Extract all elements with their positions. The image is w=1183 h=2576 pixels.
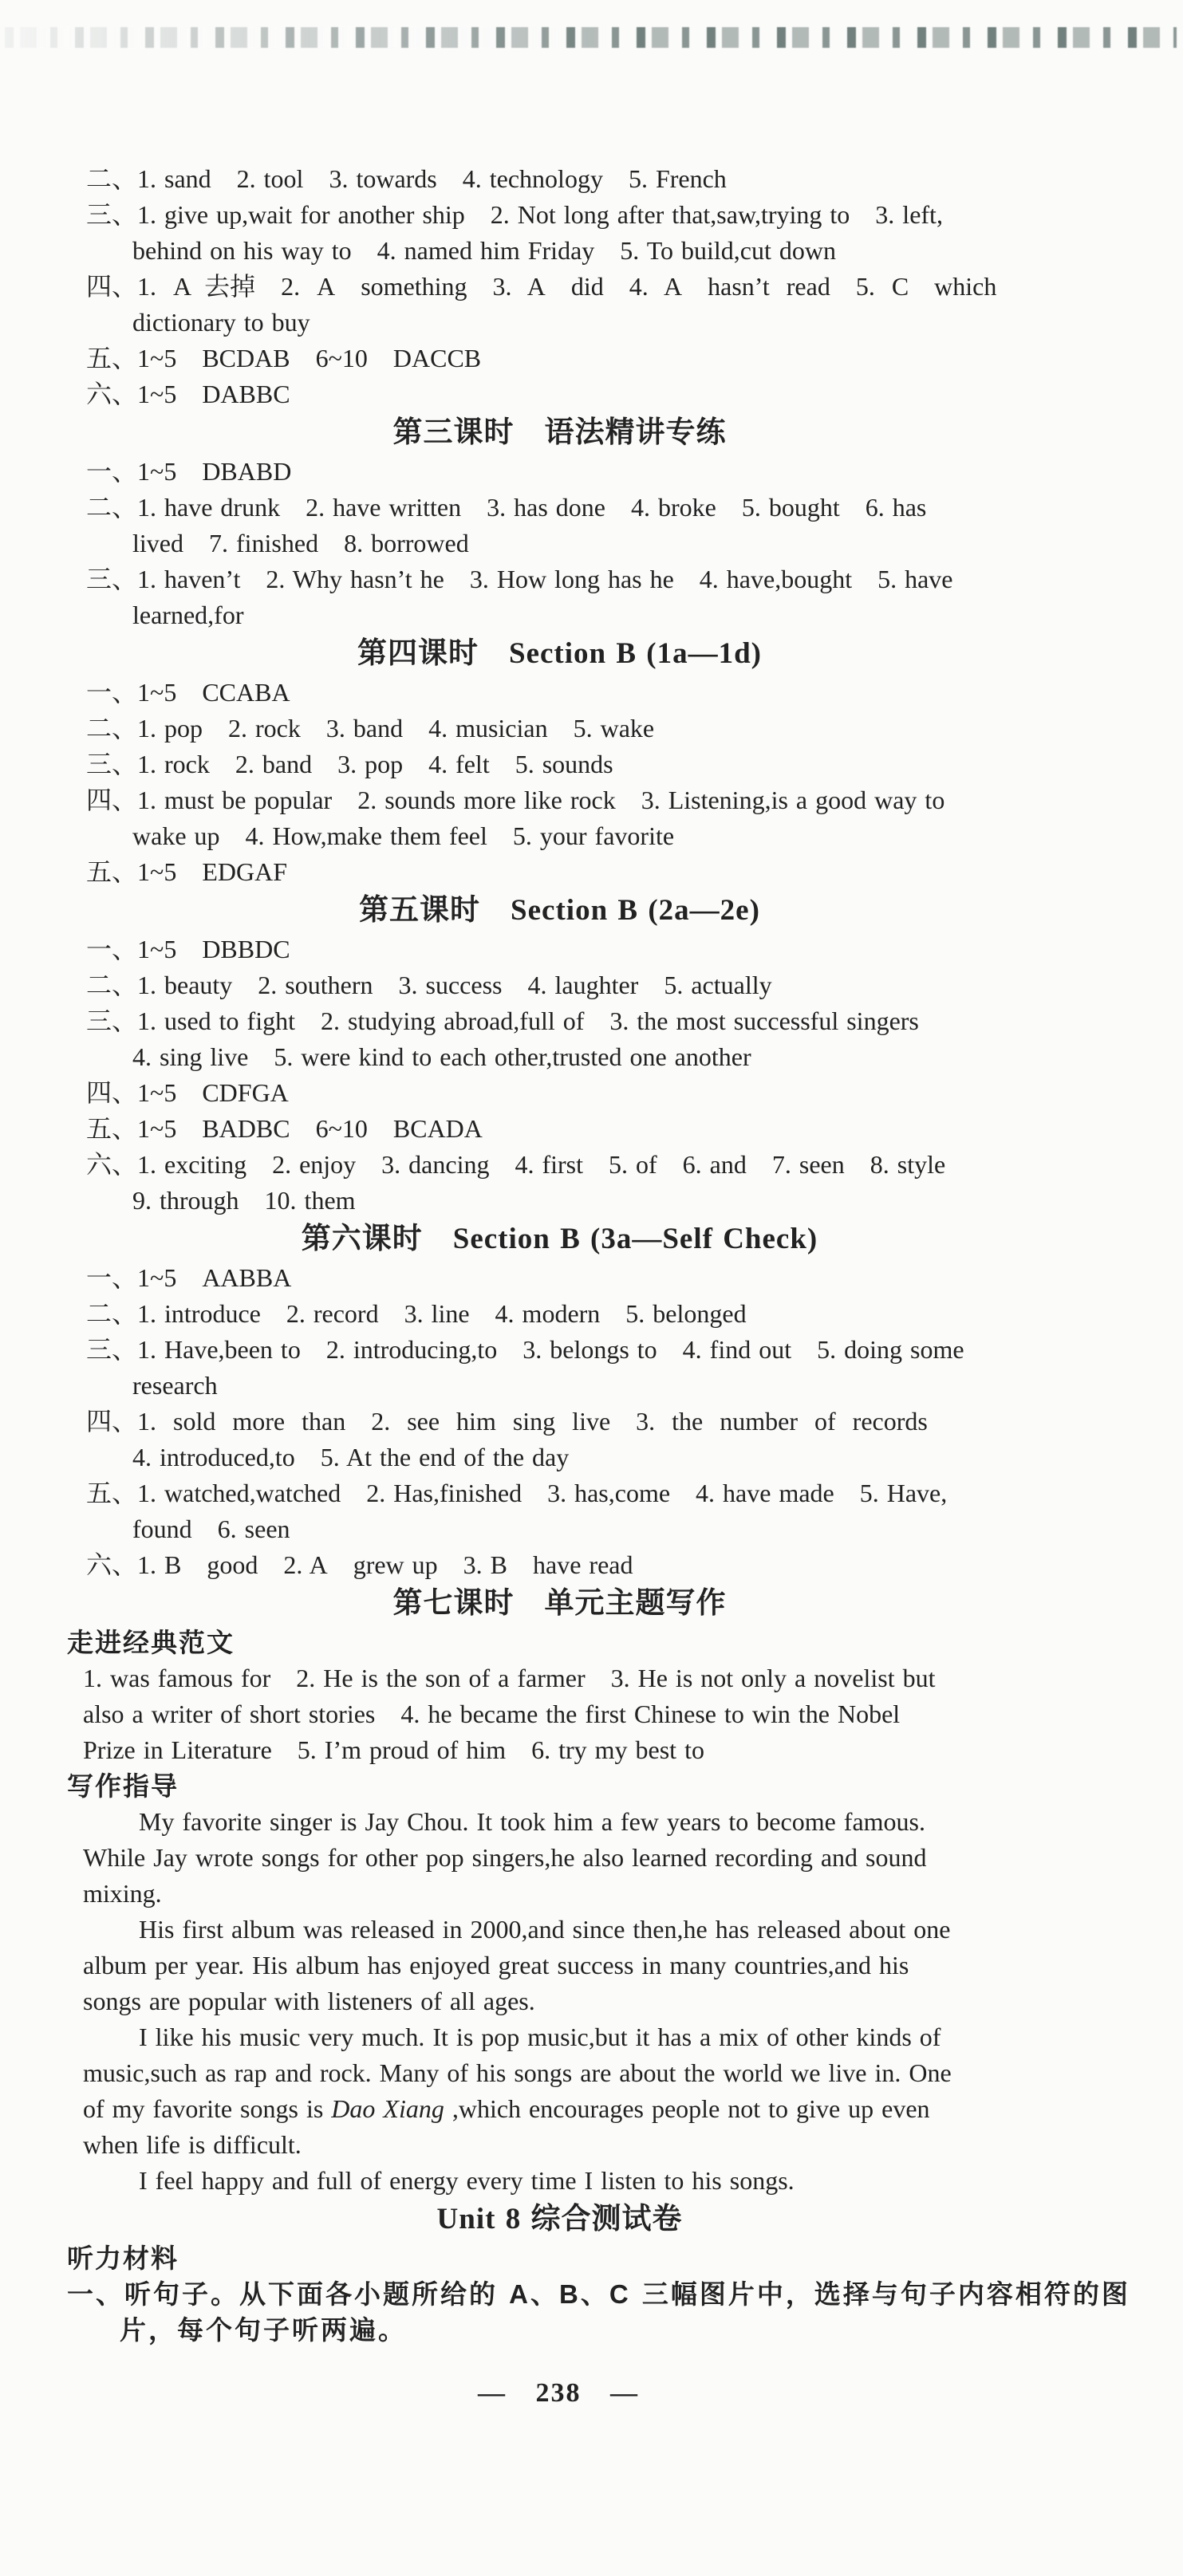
page-edge-artifact [5,27,1177,48]
text-line: 4. introduced,to 5. At the end of the day [132,1443,570,1471]
section-heading: 第七课时 单元主题写作 [392,1587,727,1620]
text-line: 四、1. must be popular 2. sounds more like rock 3. Listening,is a good way to [86,786,945,814]
section-heading: 第五课时 Section B (2a—2e) [359,894,760,927]
text-line: songs are popular with listeners of all ages. [83,1987,535,2015]
text-line: album per year. His album has enjoyed great success in many countries,and his [83,1951,909,1979]
text-line: lived 7. finished 8. borrowed [132,529,469,557]
subheading: 写作指导 [67,1771,179,1801]
text-line: 五、1. watched,watched 2. Has,finished 3. has,come 4. have made 5. Have, [86,1479,948,1507]
text-run: ,which encourages people not to give up even [444,2094,930,2123]
text-line: behind on his way to 4. named him Friday 5. To build,cut down [132,236,836,265]
text-line: 三、1. haven’t 2. Why hasn’t he 3. How long has he 4. have,bought 5. have [86,565,953,593]
text-line: 六、1~5 DABBC [86,380,290,408]
text-line: 六、1. B good 2. A grew up 3. B have read [86,1550,633,1579]
text-line: research [132,1371,218,1400]
text-line: music,such as rap and rock. Many of his songs are about the world we live in. One [83,2058,952,2087]
text-line: 四、1~5 CDFGA [86,1078,289,1107]
section-heading: 第四课时 Section B (1a—1d) [357,637,762,670]
content [0,161,1183,2348]
text-line: 四、1. A 去掉 2. A something 3. A did 4. A hasn’t read 5. C which [86,272,997,301]
text-line: found 6. seen [132,1514,290,1543]
section-heading: Unit 8 综合测试卷 [436,2203,683,2235]
text-line: I like his music very much. It is pop music,but it has a mix of other kinds of [139,2023,941,2051]
text-line: mixing. [83,1879,162,1908]
text-line: While Jay wrote songs for other pop singers,he also learned recording and sound [83,1843,927,1872]
text-line: 二、1. beauty 2. southern 3. success 4. laughter 5. actually [86,971,772,999]
text-line: 二、1. pop 2. rock 3. band 4. musician 5. wake [86,714,655,742]
text-line: wake up 4. How,make them feel 5. your favorite [132,821,675,850]
text-line: 五、1~5 BADBC 6~10 BCADA [86,1114,483,1143]
text-line: 一、1~5 AABBA [86,1263,292,1292]
text-line: 三、1. give up,wait for another ship 2. Not long after that,saw,trying to 3. left, [86,200,943,229]
text-line: 五、1~5 EDGAF [86,857,287,886]
text-line: dictionary to buy [132,308,310,337]
text-line: His first album was released in 2000,and since then,he has released about one [139,1915,951,1944]
text-line: when life is difficult. [83,2130,302,2159]
text-line [83,2091,1183,2127]
page-number: — 238 — [478,2378,639,2408]
text-line: also a writer of short stories 4. he became the first Chinese to win the Nobel [83,1700,901,1728]
text-line: 二、1. sand 2. tool 3. towards 4. technology 5. French [86,164,727,193]
text-line: 一、1~5 DBABD [86,457,292,486]
text-line: My favorite singer is Jay Chou. It took him a few years to become famous. [139,1807,925,1836]
section-heading: 第三课时 语法精讲专练 [392,416,727,449]
subheading: 走进经典范文 [67,1628,235,1657]
text-line: 片，每个句子听两遍。 [120,2315,407,2345]
text-line: 三、1. Have,been to 2. introducing,to 3. belongs to 4. find out 5. doing some [86,1335,964,1364]
section-heading: 第六课时 Section B (3a—Self Check) [301,1223,818,1255]
text-line: 五、1~5 BCDAB 6~10 DACCB [86,344,482,372]
text-line: 一、1~5 CCABA [86,678,290,707]
text-line: 六、1. exciting 2. enjoy 3. dancing 4. first 5. of 6. and 7. seen 8. style [86,1150,946,1179]
text-line: 四、1. sold more than 2. see him sing live 3. the number of records [86,1407,928,1436]
text-line: 一、听句子。从下面各小题所给的 A、B、C 三幅图片中，选择与句子内容相符的图 [67,2279,1130,2309]
text-line: 9. through 10. them [132,1186,356,1215]
text-line: Prize in Literature 5. I’m proud of him 6. try my best to [83,1735,704,1764]
text-run: of my favorite songs is [83,2094,332,2123]
text-line: 二、1. have drunk 2. have written 3. has done 4. broke 5. bought 6. has [86,493,927,522]
text-line: learned,for [132,601,244,629]
text-line: 三、1. rock 2. band 3. pop 4. felt 5. sounds [86,750,613,778]
text-line: 一、1~5 DBBDC [86,935,290,963]
subheading: 听力材料 [67,2243,179,2273]
text-line: 二、1. introduce 2. record 3. line 4. modern 5. belonged [86,1299,747,1328]
italic-text: Dao Xiang [331,2094,444,2123]
text-line: 1. was famous for 2. He is the son of a farmer 3. He is not only a novelist but [83,1664,936,1692]
text-line: 4. sing live 5. were kind to each other,trusted one another [132,1042,751,1071]
text-line: 三、1. used to fight 2. studying abroad,full of 3. the most successful singers [86,1006,919,1035]
text-line: I feel happy and full of energy every time I listen to his songs. [139,2166,795,2195]
